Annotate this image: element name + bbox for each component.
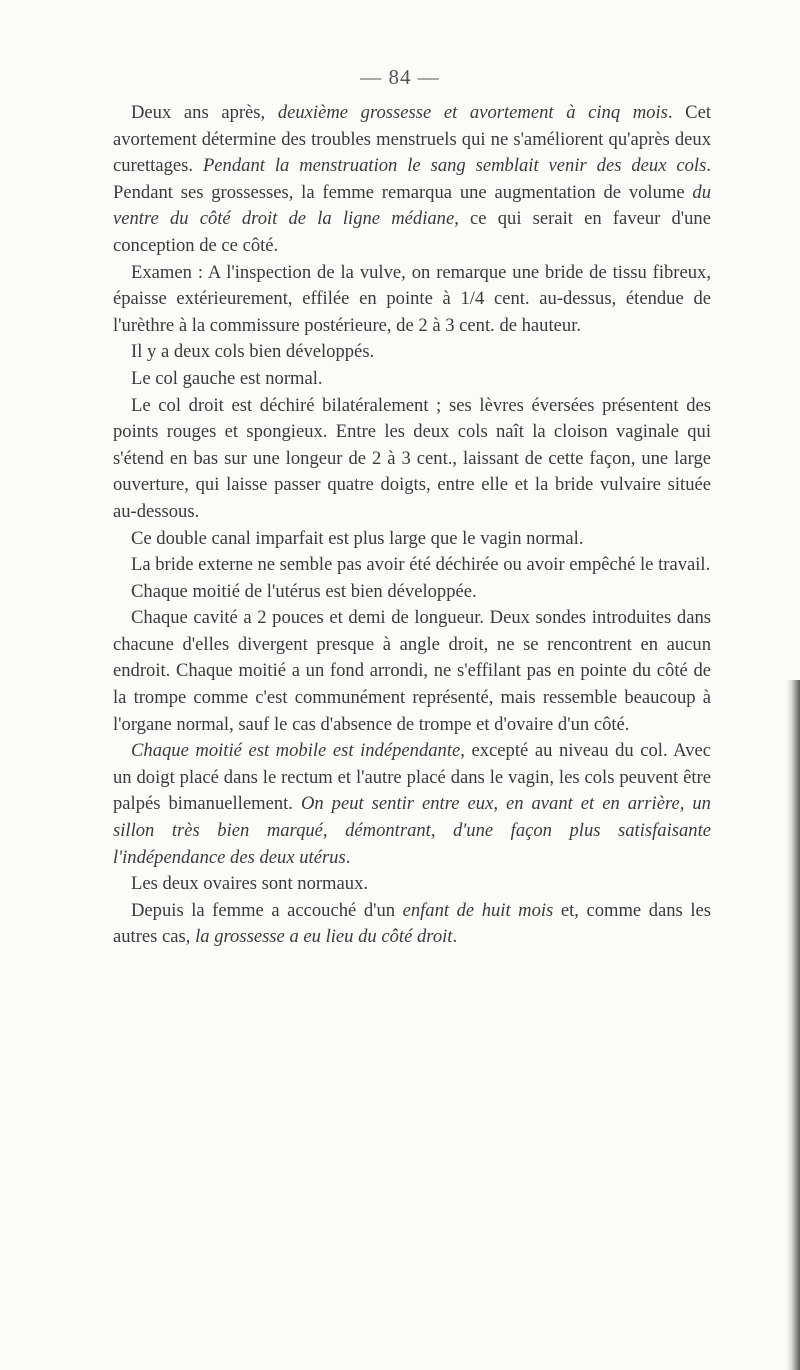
paragraph bbox=[113, 898, 711, 951]
text-run: . Pendant ses grossesses, la femme remarqua une augmentation de volume bbox=[113, 155, 711, 203]
text-run: Depuis la femme a accouché d'un bbox=[131, 899, 403, 921]
paragraph bbox=[113, 579, 711, 606]
italic-text: deuxième grossesse et avortement à cinq mois bbox=[277, 102, 668, 123]
paragraph bbox=[113, 393, 711, 526]
text-run: . bbox=[452, 926, 458, 948]
paragraph bbox=[113, 738, 711, 871]
italic-text: Pendant la menstruation le sang semblait venir des deux cols bbox=[202, 155, 707, 177]
text-run: . Cet avortement détermine des troubles menstruels qui ne s'améliorent qu'après deux curettages. bbox=[113, 102, 711, 177]
paragraph bbox=[113, 605, 711, 738]
text-run: La bride externe ne semble pas avoir été déchirée ou avoir empêché le travail. bbox=[131, 554, 711, 576]
italic-text: Chaque moitié est mobile est indépendante bbox=[131, 740, 461, 762]
text-run: Deux ans après, bbox=[131, 102, 278, 123]
italic-text: enfant de huit mois bbox=[402, 899, 554, 921]
text-run: Le col gauche est normal. bbox=[131, 367, 323, 389]
italic-text: On peut sentir entre eux, en avant et en arrière, un sillon très bien marqué, démontrant, d'une façon plus satisfaisante l'indépendance des deux utérus bbox=[113, 793, 711, 868]
italic-text: la grossesse a eu lieu du côté droit bbox=[195, 926, 453, 948]
paragraph bbox=[113, 366, 711, 393]
paragraph bbox=[113, 526, 711, 553]
paragraph bbox=[113, 100, 711, 260]
text-run: Les deux ovaires sont normaux. bbox=[131, 873, 369, 895]
paragraph bbox=[113, 339, 711, 366]
page-edge-shadow bbox=[786, 680, 800, 1370]
text-run: Chaque moitié de l'utérus est bien développée. bbox=[131, 580, 477, 602]
text-run: . bbox=[345, 846, 351, 868]
text-run: Examen : A l'inspection de la vulve, on remarque une bride de tissu fibreux, épaisse extérieurement, effilée en pointe à 1/4 cent. au-dessus, étendue de l'urèthre à la commissure postérieure, de 2 à 3 cent. de hauteur. bbox=[113, 261, 711, 336]
page-number: — 84 — bbox=[360, 65, 440, 89]
text-run: Il y a deux cols bien développés. bbox=[131, 341, 375, 363]
text-run: Ce double canal imparfait est plus large que le vagin normal. bbox=[131, 527, 584, 549]
paragraph bbox=[113, 260, 711, 340]
paragraph bbox=[113, 552, 711, 579]
text-run: et, comme dans les autres cas, bbox=[113, 899, 711, 948]
body-text bbox=[113, 100, 711, 951]
text-run: , excepté au niveau du col. Avec un doigt placé dans le rectum et l'autre placé dans le vagin, les cols peuvent être palpés bimanuellement. bbox=[113, 740, 711, 815]
italic-text: du ventre du côté droit de la ligne médiane bbox=[113, 181, 711, 230]
text-run: Le col droit est déchiré bilatéralement ; ses lèvres éversées présentent des points rouges et spongieux. Entre les deux cols naît la cloison vaginale qui s'étend en bas sur une longeur de 2 à 3 cent., laissant de cette façon, une large ouverture, qui laisse passer quatre doigts, entre elle et la bride vulvaire située au-dessous. bbox=[113, 394, 711, 522]
text-run: , ce qui serait en faveur d'une conception de ce côté. bbox=[113, 208, 711, 256]
text-run: Chaque cavité a 2 pouces et demi de longueur. Deux sondes introduites dans chacune d'elles divergent presque à angle droit, ne se rencontrent en aucun endroit. Chaque moitié a un fond arrondi, ne s'effilant pas en pointe du côté de la trompe comme c'est communément représenté, mais ressemble beaucoup à l'organe normal, sauf le cas d'absence de trompe et d'ovaire d'un côté. bbox=[113, 607, 711, 735]
paragraph bbox=[113, 871, 711, 898]
